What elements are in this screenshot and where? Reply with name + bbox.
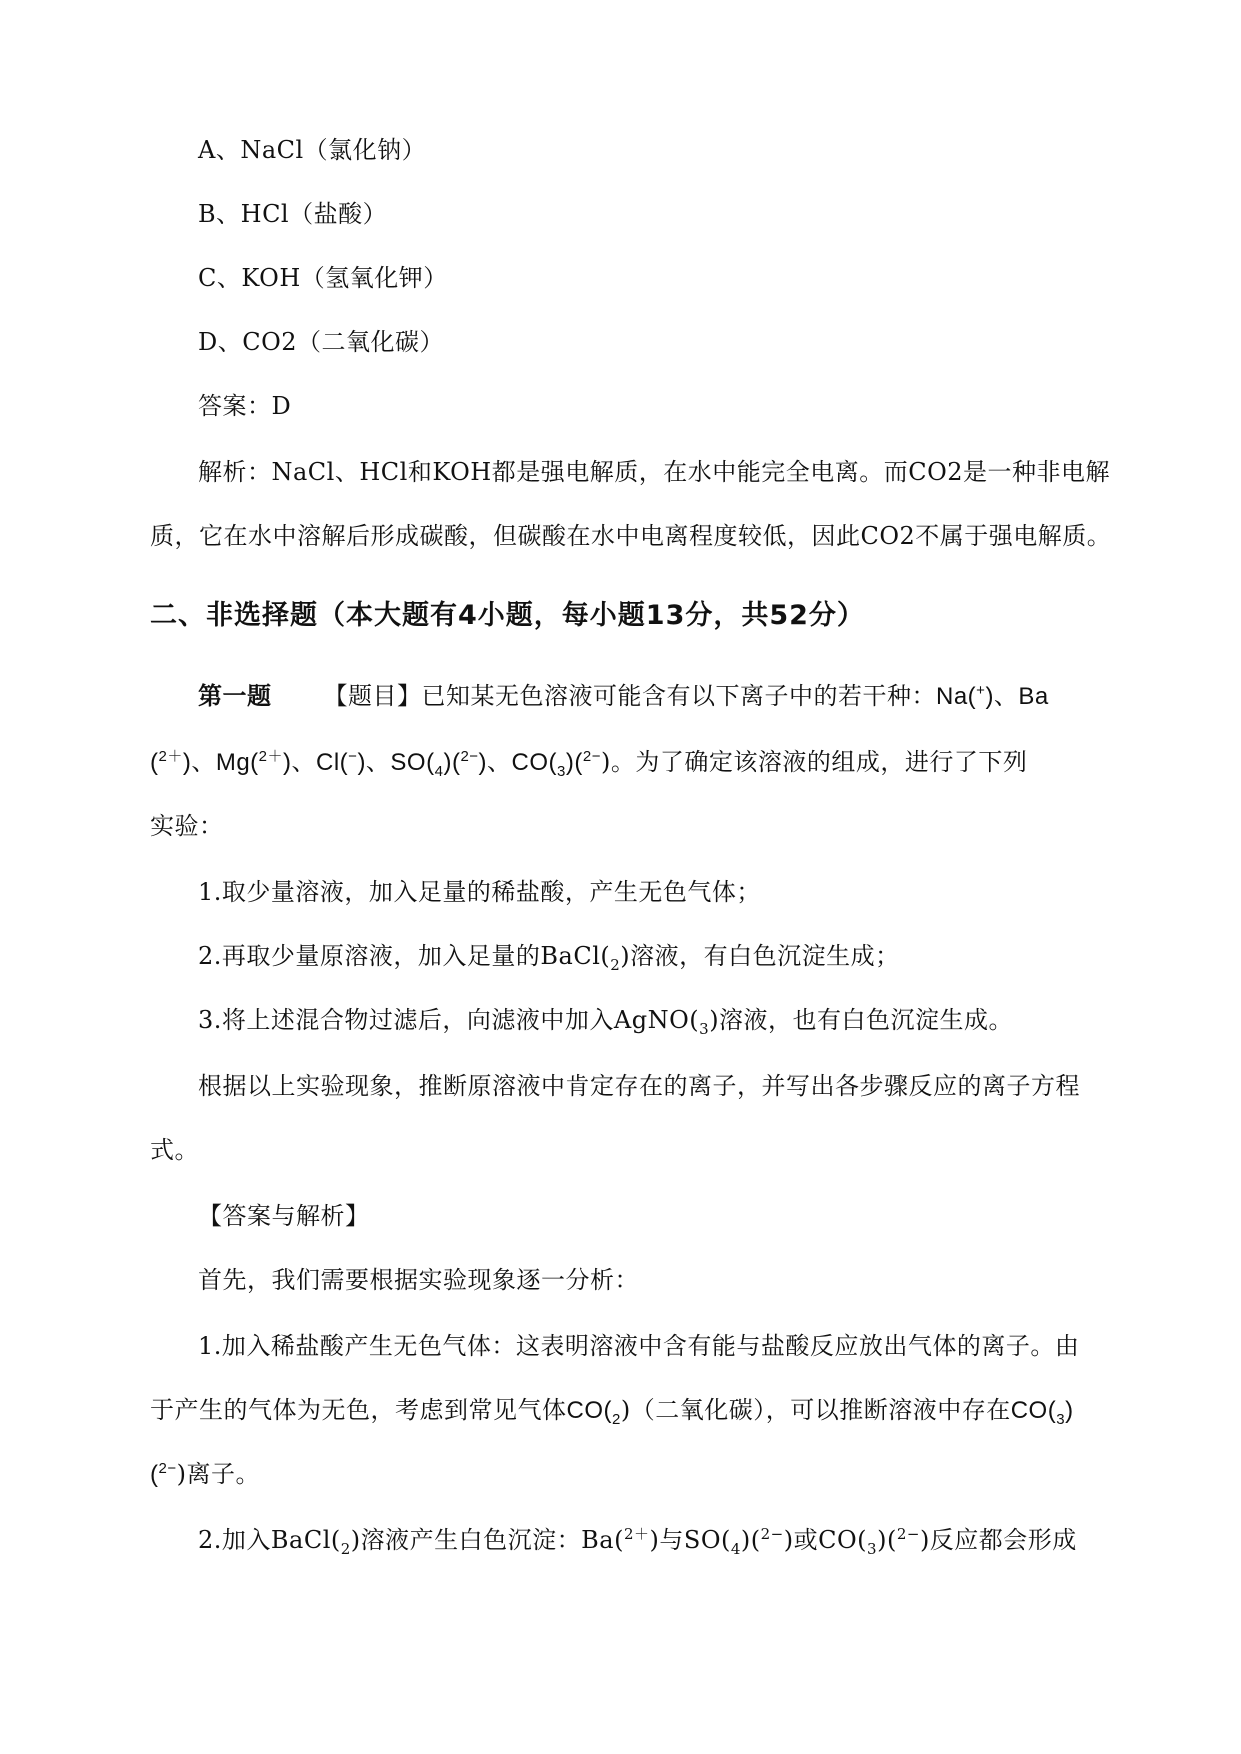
question-ask-line-1: 根据以上实验现象，推断原溶液中肯定存在的离子，并写出各步骤反应的离子方程 <box>198 1072 1080 1100</box>
question-label: 第一题 <box>198 681 272 710</box>
solution-p1-line-1: 1.加入稀盐酸产生无色气体：这表明溶液中含有能与盐酸反应放出气体的离子。由 <box>198 1332 1080 1360</box>
ion-na: Na(+)、Ba <box>936 682 1049 710</box>
question1-line-2: ($^{2+}$)、Mg($^{2+}$)、Cl(−)、$SO(_4)(^{2-})$、$CO(_3)(^{2-})$。为了确定该溶液的组成，进行了下列 <box>150 748 1028 780</box>
solution-intro: 首先，我们需要根据实验现象逐一分析： <box>198 1266 639 1294</box>
option-c: C、KOH（氢氧化钾） <box>198 264 448 292</box>
solution-tag: 【答案与解析】 <box>198 1202 370 1230</box>
topic-tag: 【题目】 <box>323 682 422 710</box>
question1-line-3: 实验： <box>150 812 224 840</box>
answer-line: 答案：D <box>198 392 292 420</box>
step-2: 2.再取少量原溶液，加入足量的$BaCl(_2)$溶液，有白色沉淀生成； <box>198 942 900 974</box>
step-3: 3.将上述混合物过滤后，向滤液中加入$AgNO(_3)$溶液，也有白色沉淀生成。 <box>198 1006 1014 1038</box>
step-1: 1.取少量溶液，加入足量的稀盐酸，产生无色气体； <box>198 878 761 906</box>
option-b: B、HCl（盐酸） <box>198 200 388 228</box>
section-heading: 二、非选择题（本大题有4小题，每小题13分，共52分） <box>150 600 865 631</box>
question1-line-1 <box>198 680 1049 713</box>
option-d: D、CO2（二氧化碳） <box>198 328 445 356</box>
solution-p1-line-2: 于产生的气体为无色，考虑到常见气体$CO(_2)$（二氧化碳），可以推断溶液中存在$CO(_3)$ <box>150 1396 1074 1428</box>
analysis-line-1: 解析：NaCl、HCl和KOH都是强电解质，在水中能完全电离。而CO2是一种非电解 <box>198 458 1111 486</box>
stem-text: 已知某无色溶液可能含有以下离子中的若干种： <box>421 682 936 710</box>
analysis-line-2: 质，它在水中溶解后形成碳酸，但碳酸在水中电离程度较低，因此CO2不属于强电解质。 <box>150 522 1112 550</box>
solution-p1-line-3: ($^{2-}$)离子。 <box>150 1460 260 1488</box>
solution-p2-line-1: 2.加入$BaCl(_2)$溶液产生白色沉淀：Ba($^{2+}$)与$SO(_4)(^{2-})$或$CO(_3)(^{2-})$反应都会形成 <box>198 1525 1077 1558</box>
option-a: A、NaCl（氯化钠） <box>198 136 427 164</box>
question-ask-line-2: 式。 <box>150 1136 199 1164</box>
